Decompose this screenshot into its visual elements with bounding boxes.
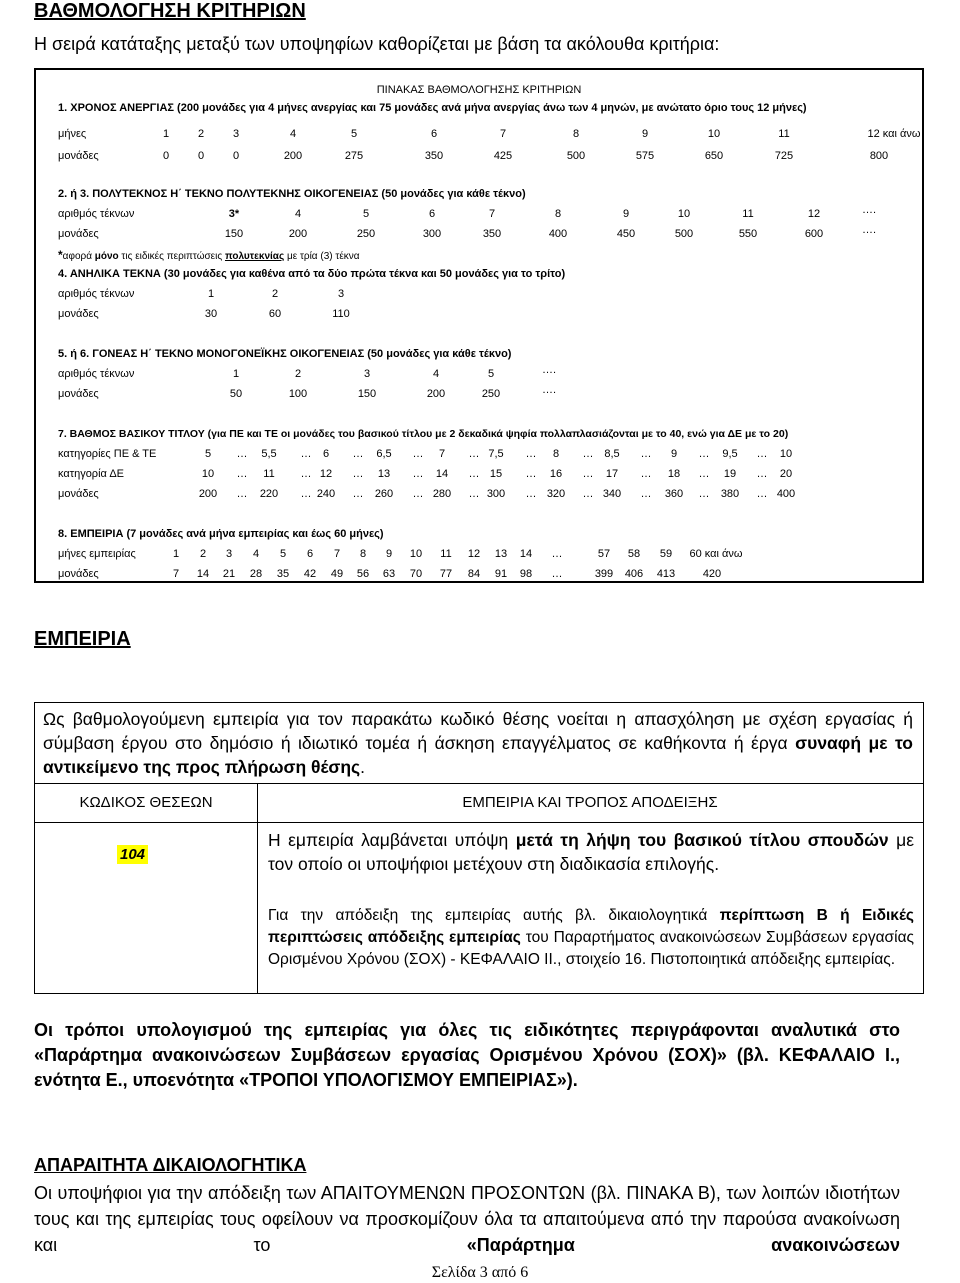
s7-row1-cell: 7,5 (488, 448, 504, 460)
s8-row2-cell: 399 (594, 568, 614, 580)
s1-row1-cell: 6 (430, 128, 438, 140)
s2-row1-cell: 9 (622, 208, 630, 220)
s7-row3-cell: 240 (316, 488, 336, 500)
s2-title: 2. ή 3. ΠΟΛΥΤΕΚΝΟΣ Η΄ ΤΕΚΝΟ ΠΟΛΥΤΕΚΝΗΣ ΟΙΚΟΓΕΝΕΙΑΣ (50 μονάδες για κάθε τέκνο) (58, 188, 526, 200)
s8-row2-cell: 35 (276, 568, 290, 580)
s7-row1-cell: … (236, 448, 248, 460)
s2-row1-cell: 4 (294, 208, 302, 220)
s1-row2-cell: 725 (774, 150, 794, 162)
s5-row2-label: μονάδες (58, 388, 99, 400)
s7-row1-cell: 6,5 (376, 448, 392, 460)
s5-row2-cell: 150 (357, 388, 377, 400)
s7-row2-label: κατηγορία ΔΕ (58, 468, 124, 480)
s1-row1-cell: 9 (641, 128, 649, 140)
s7-row3-cell: 360 (664, 488, 684, 500)
s8-row1-cell: 1 (172, 548, 180, 560)
s7-row3-cell: … (640, 488, 652, 500)
s7-row2-cell: 16 (549, 468, 563, 480)
s1-row1-cell: 7 (499, 128, 507, 140)
s1-row2-cell: 0 (197, 150, 205, 162)
s7-row2-cell: 12 (319, 468, 333, 480)
s7-row3-cell: … (525, 488, 537, 500)
s7-row3-cell: … (412, 488, 424, 500)
s7-row2-cell: 10 (201, 468, 215, 480)
calculation-note: Οι τρόποι υπολογισμού της εμπειρίας για όλες τις ειδικότητες περιγράφονται αναλυτικά στο «Παράρτημα ανακοινώσεων Συμβάσεων εργασίας Ορισμένου Χρόνου (ΣΟΧ)» (βλ. ΚΕΦΑΛΑΙΟ Ι., ενότητα Ε., υποενότητα «ΤΡΟΠΟΙ ΥΠΟΛΟΓΙΣΜΟΥ ΕΜΠΕΙΡΙΑΣ»). (34, 1020, 900, 1090)
s2-row2-cell: 400 (548, 228, 568, 240)
s8-row1-cell: 59 (659, 548, 673, 560)
s7-row2-cell: … (756, 468, 768, 480)
s7-row3-cell: 280 (432, 488, 452, 500)
s2-row2-cell: 250 (356, 228, 376, 240)
s7-row2-cell: … (640, 468, 652, 480)
s4-row1-cell: 1 (207, 288, 215, 300)
s7-row1-cell: … (352, 448, 364, 460)
s7-row2-cell: 18 (667, 468, 681, 480)
s8-row1-cell: 4 (252, 548, 260, 560)
s5-row2-cell: 50 (229, 388, 243, 400)
s7-row2-cell: … (300, 468, 312, 480)
s7-row1-cell: … (582, 448, 594, 460)
experience-heading: ΕΜΠΕΙΡΙΑ (34, 628, 131, 650)
s8-row1-cell: 12 (467, 548, 481, 560)
s5-row2-cell: 250 (481, 388, 501, 400)
s2-row1-cell: 6 (428, 208, 436, 220)
s2-row1-cell: 3* (228, 208, 240, 220)
s8-row1-cell: 58 (627, 548, 641, 560)
s8-row2-cell: 406 (624, 568, 644, 580)
s7-row3-cell: 220 (259, 488, 279, 500)
s1-row2-cell: 650 (704, 150, 724, 162)
s1-row2-cell: 0 (162, 150, 170, 162)
s7-row1-cell: … (698, 448, 710, 460)
s1-row1-cell: 10 (707, 128, 721, 140)
experience-table (34, 702, 924, 994)
s7-row3-cell: … (236, 488, 248, 500)
s7-row2-cell: 19 (723, 468, 737, 480)
s8-row1-cell: 11 (440, 548, 452, 560)
s2-row2-cell: 500 (674, 228, 694, 240)
s1-row1-cell: 4 (289, 128, 297, 140)
s1-row2-cell: 0 (232, 150, 240, 162)
s4-row1-cell: 2 (271, 288, 279, 300)
s4-row1-label: αριθμός τέκνων (58, 288, 135, 300)
s4-row1-cell: 3 (337, 288, 345, 300)
s8-row1-cell: 10 (409, 548, 423, 560)
s8-row1-cell: 57 (597, 548, 611, 560)
s2-row2-cell: 600 (804, 228, 824, 240)
s1-row1-cell: 11 (778, 128, 790, 140)
s7-row3-cell: … (468, 488, 480, 500)
s7-row1-cell: … (640, 448, 652, 460)
s5-row1-cell: 2 (294, 368, 302, 380)
s1-title: 1. ΧΡΟΝΟΣ ΑΝΕΡΓΙΑΣ (200 μονάδες για 4 μήνες ανεργίας και 75 μονάδες ανά μήνα ανεργίας άνω των 4 μηνών, με ανώτατο όριο τους 12 μήνες) (58, 102, 807, 114)
s8-row2-cell: 77 (439, 568, 453, 580)
s2-row1-cell: 11 (742, 208, 754, 220)
s7-row3-cell: 260 (374, 488, 394, 500)
s8-title: 8. ΕΜΠΕΙΡΙΑ (7 μονάδες ανά μήνα εμπειρίας και έως 60 μήνες) (58, 528, 384, 540)
s5-title: 5. ή 6. ΓΟΝΕΑΣ Η΄ ΤΕΚΝΟ ΜΟΝΟΓΟΝΕΪΚΗΣ ΟΙΚΟΓΕΝΕΙΑΣ (50 μονάδες για κάθε τέκνο) (58, 348, 512, 360)
divider (35, 822, 923, 823)
experience-condition: Η εμπειρία λαμβάνεται υπόψη μετά τη λήψη του βασικού τίτλου σπουδών με τον οποίο οι υποψήφιοι μετέχουν στη διαδικασία επιλογής. (268, 830, 914, 874)
s7-row2-cell: … (352, 468, 364, 480)
s7-row2-cell: 20 (779, 468, 793, 480)
s4-row2-label: μονάδες (58, 308, 99, 320)
s7-row2-cell: … (582, 468, 594, 480)
s7-row1-cell: 9,5 (722, 448, 738, 460)
divider (257, 783, 258, 993)
s5-row2-cell: 100 (288, 388, 308, 400)
column-header-experience: ΕΜΠΕΙΡΙΑ ΚΑΙ ΤΡΟΠΟΣ ΑΠΟΔΕΙΞΗΣ (462, 794, 718, 811)
s4-row2-cell: 110 (332, 308, 350, 320)
s7-row1-cell: … (525, 448, 537, 460)
s1-row2-cell: 575 (635, 150, 655, 162)
s7-row2-cell: … (698, 468, 710, 480)
s2-row1-label: αριθμός τέκνων (58, 208, 135, 220)
s4-row2-cell: 30 (204, 308, 218, 320)
s5-row1-cell: 5 (487, 368, 495, 380)
s7-row3-cell: 320 (546, 488, 566, 500)
s7-row3-cell: … (756, 488, 768, 500)
s1-row1-cell: 8 (572, 128, 580, 140)
s1-row1-cell: 3 (232, 128, 240, 140)
s7-row3-cell: 340 (602, 488, 622, 500)
s8-row1-cell: 9 (385, 548, 393, 560)
s7-row1-cell: … (756, 448, 768, 460)
s2-row1-cell: 8 (554, 208, 562, 220)
s8-row2-cell: 56 (356, 568, 370, 580)
s7-row1-cell: 5 (204, 448, 212, 460)
s7-row2-cell: … (236, 468, 248, 480)
s2-row1-cell: 5 (362, 208, 370, 220)
s5-dots-1: …. (542, 364, 557, 376)
s7-row3-cell: 400 (776, 488, 796, 500)
s8-row2-cell: 84 (467, 568, 481, 580)
s8-row1-cell: 7 (333, 548, 341, 560)
s2-row2-label: μονάδες (58, 228, 99, 240)
criteria-table (34, 68, 924, 583)
s7-row1-cell: … (468, 448, 480, 460)
s8-row2-cell: 420 (702, 568, 722, 580)
s2-dots-1: …. (862, 204, 877, 216)
s2-row2-cell: 350 (482, 228, 502, 240)
s7-row3-cell: 380 (720, 488, 740, 500)
s5-dots-2: …. (542, 384, 557, 396)
s2-row2-cell: 200 (288, 228, 308, 240)
s7-row1-cell: 7 (438, 448, 446, 460)
s7-row1-label: κατηγορίες ΠΕ & ΤΕ (58, 448, 157, 460)
s1-row1-cell: 1 (162, 128, 170, 140)
documents-text: Οι υποψήφιοι για την απόδειξη των ΑΠΑΙΤΟΥΜΕΝΩΝ ΠΡΟΣΟΝΤΩΝ (βλ. ΠΙΝΑΚΑ Β), των λοιπών ιδιοτήτων τους και της εμπειρίας τους οφείλουν να προσκομίζουν όλα τα απαιτούμενα από την παρούσα ανακοίνωση και το «Παράρτημα ανακοινώσεων (34, 1183, 900, 1255)
s2-row1-cell: 7 (488, 208, 496, 220)
s7-row1-cell: 6 (322, 448, 330, 460)
s7-row1-cell: 8,5 (604, 448, 620, 460)
s8-row2-cell: 49 (330, 568, 344, 580)
s7-row2-cell: 11 (263, 468, 275, 480)
s8-row2-cell: 98 (519, 568, 533, 580)
s8-row2-cell: 14 (196, 568, 210, 580)
s8-row2-cell: … (551, 568, 563, 580)
s7-row1-cell: … (412, 448, 424, 460)
s1-row2-cell: 350 (424, 150, 444, 162)
s1-row1-cell: 12 και άνω (867, 128, 921, 140)
s8-row2-cell: 413 (656, 568, 676, 580)
s2-note: *αφορά μόνο τις ειδικές περιπτώσεις πολυτεκνίας με τρία (3) τέκνα (58, 248, 360, 262)
s8-row2-cell: 21 (222, 568, 236, 580)
s5-row2-cell: 200 (426, 388, 446, 400)
s7-row1-cell: 9 (670, 448, 678, 460)
experience-proof: Για την απόδειξη της εμπειρίας αυτής βλ. δικαιολογητικά περίπτωση Β ή Ειδικές περιπτώσεις απόδειξης εμπειρίας του Παραρτήματος ανακοινώσεων Συμβάσεων εργασίας Ορισμένου Χρόνου (ΣΟΧ) - ΚΕΦΑΛΑΙΟ ΙΙ., στοιχείο 16. Πιστοποιητικά απόδειξης εμπειρίας. (268, 907, 914, 968)
s1-row2-label: μονάδες (58, 150, 99, 162)
s8-row1-cell: 60 και άνω (689, 548, 743, 560)
s5-row1-label: αριθμός τέκνων (58, 368, 135, 380)
s4-title: 4. ΑΝΗΛΙΚΑ ΤΕΚΝΑ (30 μονάδες για καθένα από τα δύο πρώτα τέκνα και 50 μονάδες για το τρίτο) (58, 268, 566, 280)
criteria-table-title: ΠΙΝΑΚΑΣ ΒΑΘΜΟΛΟΓΗΣΗΣ ΚΡΙΤΗΡΙΩΝ (376, 84, 582, 96)
s8-row1-label: μήνες εμπειρίας (58, 548, 136, 560)
s7-row1-cell: … (300, 448, 312, 460)
s2-row2-cell: 300 (422, 228, 442, 240)
s5-row1-cell: 1 (232, 368, 240, 380)
s1-row1-cell: 5 (350, 128, 358, 140)
s8-row1-cell: 14 (519, 548, 533, 560)
s8-row1-cell: 13 (494, 548, 508, 560)
s7-row2-cell: 15 (489, 468, 503, 480)
s1-row2-cell: 500 (566, 150, 586, 162)
s7-row3-label: μονάδες (58, 488, 99, 500)
s5-row1-cell: 3 (363, 368, 371, 380)
s7-row3-cell: … (300, 488, 312, 500)
documents-heading: ΑΠΑΡΑΙΤΗΤΑ ΔΙΚΑΙΟΛΟΓΗΤΙΚΑ (34, 1155, 307, 1175)
s2-row2-cell: 150 (224, 228, 244, 240)
s2-row1-cell: 12 (807, 208, 821, 220)
s2-row2-cell: 450 (616, 228, 636, 240)
s7-title: 7. ΒΑΘΜΟΣ ΒΑΣΙΚΟΥ ΤΙΤΛΟΥ (για ΠΕ και ΤΕ οι μονάδες του βασικού τίτλου με 2 δεκαδικά ψηφία πολλαπλασιάζονται με το 40, ενώ για ΔΕ με το 20) (58, 428, 789, 440)
s2-row2-cell: 550 (738, 228, 758, 240)
page-heading: ΒΑΘΜΟΛΟΓΗΣΗ ΚΡΙΤΗΡΙΩΝ (34, 0, 306, 22)
s1-row1-label: μήνες (58, 128, 87, 140)
s2-row1-cell: 10 (677, 208, 691, 220)
intro-text: Η σειρά κατάταξης μεταξύ των υποψηφίων καθορίζεται με βάση τα ακόλουθα κριτήρια: (34, 34, 720, 54)
s7-row2-cell: … (525, 468, 537, 480)
s7-row3-cell: 200 (198, 488, 218, 500)
s8-row1-cell: 2 (199, 548, 207, 560)
s8-row1-cell: 3 (225, 548, 233, 560)
s4-row2-cell: 60 (268, 308, 282, 320)
s8-row2-cell: 28 (249, 568, 263, 580)
s7-row2-cell: 17 (605, 468, 619, 480)
s8-row1-cell: … (551, 548, 563, 560)
divider (35, 783, 923, 784)
s7-row3-cell: … (698, 488, 710, 500)
s7-row2-cell: … (412, 468, 424, 480)
s8-row1-cell: 6 (306, 548, 314, 560)
s2-dots-2: …. (862, 224, 877, 236)
s8-row1-cell: 8 (359, 548, 367, 560)
s7-row3-cell: … (582, 488, 594, 500)
page-number: Σελίδα 3 από 6 (431, 1264, 529, 1281)
s5-row1-cell: 4 (432, 368, 440, 380)
s8-row2-cell: 63 (382, 568, 396, 580)
s7-row3-cell: 300 (486, 488, 506, 500)
s7-row1-cell: 10 (779, 448, 793, 460)
s7-row2-cell: … (468, 468, 480, 480)
s7-row3-cell: … (352, 488, 364, 500)
s8-row2-cell: 70 (409, 568, 423, 580)
s8-row2-label: μονάδες (58, 568, 99, 580)
column-header-code: ΚΩΔΙΚΟΣ ΘΕΣΕΩΝ (79, 794, 213, 811)
s7-row2-cell: 14 (435, 468, 449, 480)
s8-row2-cell: 7 (172, 568, 180, 580)
s1-row2-cell: 200 (283, 150, 303, 162)
s8-row2-cell: 91 (494, 568, 508, 580)
s8-row2-cell: 42 (303, 568, 317, 580)
s1-row2-cell: 275 (344, 150, 364, 162)
s7-row1-cell: 8 (552, 448, 560, 460)
experience-intro: Ως βαθμολογούμενη εμπειρία για τον παρακάτω κωδικό θέσης νοείται η απασχόληση με σχέση εργασίας ή σύμβαση έργου στο δημόσιο ή ιδιωτικό τομέα ή άσκηση επαγγέλματος σε καθήκοντα ή έργα συναφή με το αντικείμενο της προς πλήρωση θέσης. (43, 709, 914, 777)
s1-row2-cell: 425 (493, 150, 513, 162)
s7-row2-cell: 13 (377, 468, 391, 480)
s7-row1-cell: 5,5 (261, 448, 277, 460)
s1-row1-cell: 2 (197, 128, 205, 140)
s8-row1-cell: 5 (279, 548, 287, 560)
position-code: 104 (117, 845, 148, 864)
s1-row2-cell: 800 (869, 150, 889, 162)
